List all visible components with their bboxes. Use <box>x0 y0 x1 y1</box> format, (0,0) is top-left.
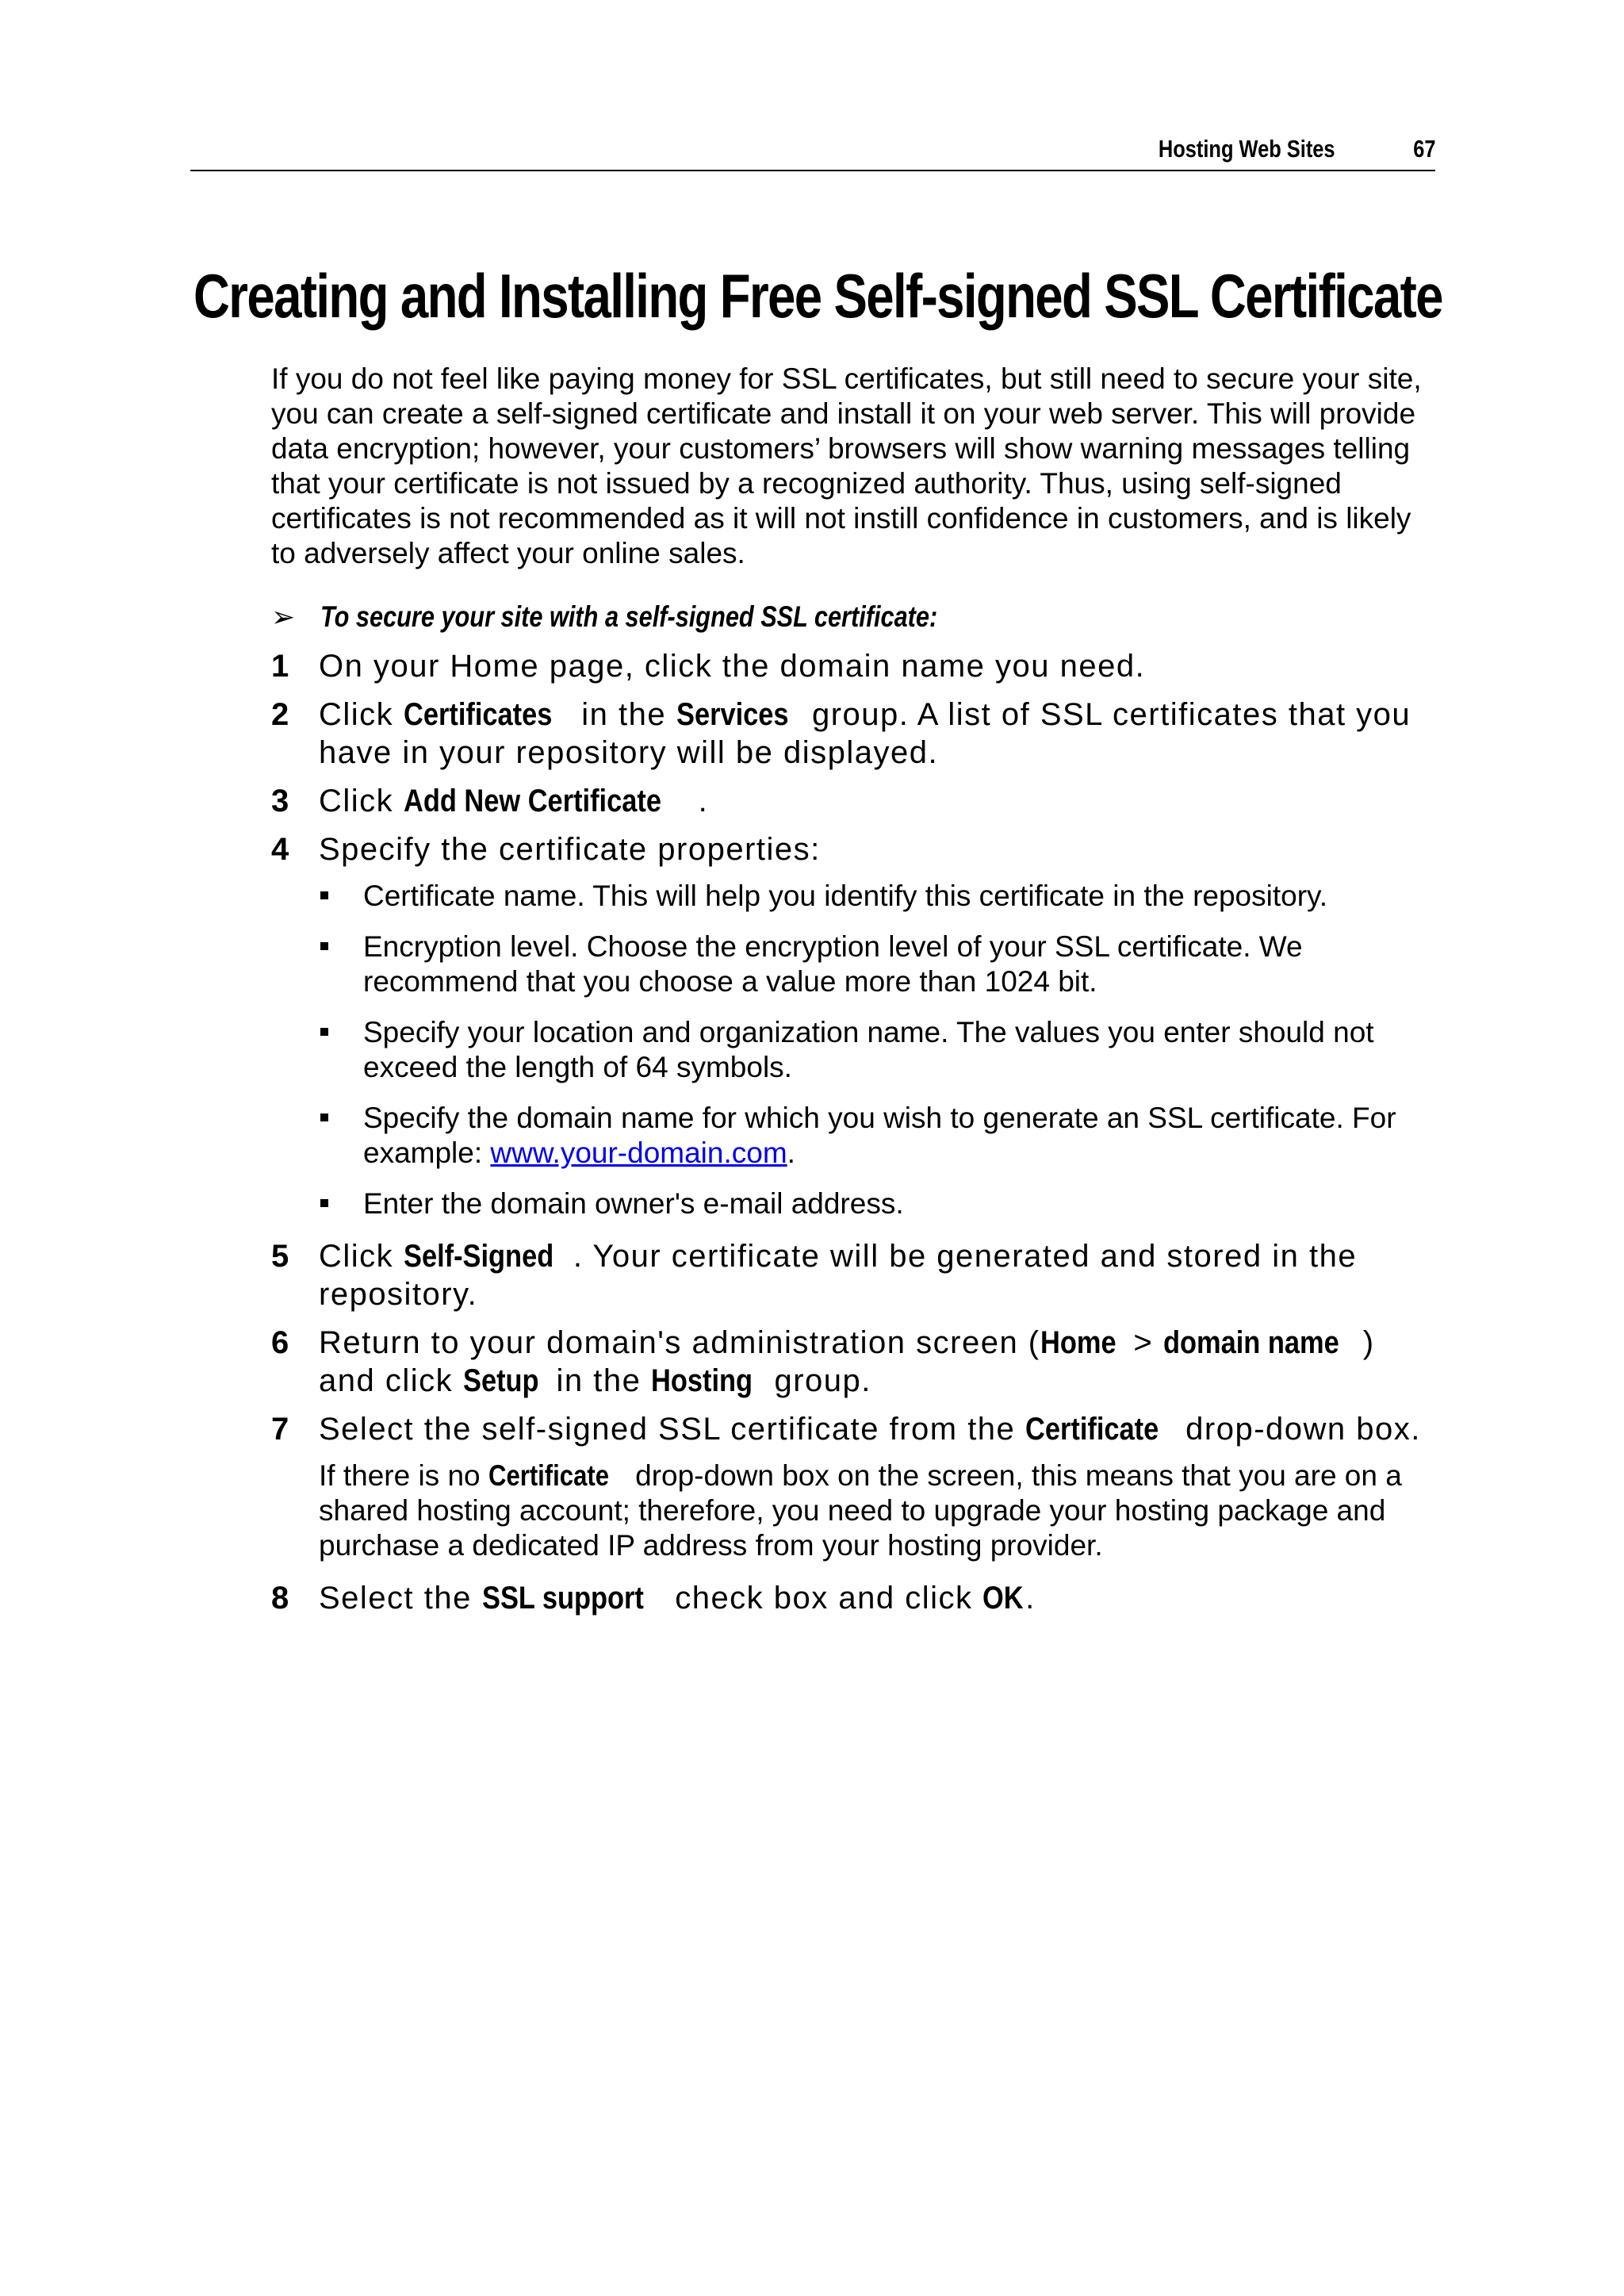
step-text: > <box>1123 1325 1163 1360</box>
step-4 <box>271 830 1429 868</box>
ui-term-hosting: Hosting <box>650 1363 753 1398</box>
certificate-properties-list <box>271 879 1429 1221</box>
step-number: 3 <box>271 784 289 818</box>
step-text: Select the <box>319 1581 482 1616</box>
step-5 <box>271 1237 1429 1313</box>
ui-term-certificate: Certificate <box>488 1459 609 1492</box>
list-item-text: Specify the domain name for which you wish to generate an SSL certificate. For example: <box>363 1102 1396 1169</box>
step-number: 8 <box>271 1581 289 1616</box>
step-text: Return to your domain's administration screen ( <box>319 1325 1040 1360</box>
step-number: 6 <box>271 1325 289 1360</box>
step-3 <box>271 782 1429 820</box>
list-item <box>271 1015 1429 1085</box>
header-page-number: 67 <box>1412 135 1435 163</box>
ui-term-domain-name: domain name <box>1162 1325 1339 1360</box>
step-text: Click <box>319 1239 404 1274</box>
header-section-title: Hosting Web Sites <box>1159 135 1335 163</box>
list-item <box>271 1186 1429 1221</box>
note-text: If there is no <box>319 1459 488 1492</box>
step-text: Select the self-signed SSL certificate from the <box>319 1412 1025 1447</box>
page-title: Creating and Installing Free Self-signed SSL Certificate <box>193 261 1442 331</box>
list-item-text: . <box>787 1137 795 1169</box>
ui-term-self-signed: Self-Signed <box>403 1239 554 1274</box>
step-text: Click <box>319 784 404 818</box>
list-item-text: Specify your location and organization name. The values you enter should not exceed the length of 64 symbols. <box>363 1016 1374 1083</box>
step-7 <box>271 1410 1429 1448</box>
step-1 <box>271 647 1429 685</box>
square-bullet-icon <box>320 1114 328 1121</box>
ui-term-setup: Setup <box>462 1363 539 1398</box>
ui-term-services: Services <box>676 697 789 732</box>
step-7-note <box>271 1458 1429 1563</box>
note-text: drop-down box on the screen, this means that you are on a shared hosting account; therefore, you need to upgrade your hosting package and purchase a dedicated IP address from your hosting provider. <box>319 1459 1402 1562</box>
step-number: 1 <box>271 649 289 684</box>
procedure-heading-text: To secure your site with a self-signed SSL certificate: <box>320 600 938 633</box>
list-item <box>271 930 1429 999</box>
square-bullet-icon <box>320 1028 328 1036</box>
step-text: . <box>1025 1581 1036 1616</box>
list-item <box>271 1101 1429 1171</box>
main-content <box>271 362 1429 1627</box>
ui-term-ok: OK <box>982 1581 1024 1616</box>
step-number: 4 <box>271 832 289 867</box>
square-bullet-icon <box>320 1199 328 1207</box>
ui-term-ssl-support: SSL support <box>481 1581 644 1616</box>
page-header <box>190 135 1435 171</box>
step-text: group. <box>764 1363 871 1398</box>
step-text: Click <box>319 697 404 732</box>
ui-term-certificate: Certificate <box>1025 1412 1159 1447</box>
procedure-heading <box>271 600 1429 634</box>
square-bullet-icon <box>320 891 328 899</box>
step-text: check box and click <box>665 1581 983 1616</box>
list-item-text: Enter the domain owner's e-mail address. <box>363 1187 904 1220</box>
step-text: Specify the certificate properties: <box>319 832 821 867</box>
list-item <box>271 879 1429 914</box>
step-number: 5 <box>271 1239 289 1274</box>
square-bullet-icon <box>320 942 328 950</box>
ui-term-home: Home <box>1040 1325 1116 1360</box>
list-item-text: Encryption level. Choose the encryption level of your SSL certificate. We recommend that you choose a value more than 1024 bit. <box>363 930 1303 998</box>
step-6 <box>271 1324 1429 1400</box>
intro-paragraph: If you do not feel like paying money for SSL certificates, but still need to secure your site, you can create a self-signed certificate and install it on your web server. This will provide data encryption; however, your customers’ browsers will show warning messages telling that your certificate is not issued by a recognized authority. Thus, using self-signed certificates is not recommended as it will not instill confidence in customers, and is likely to adversely affect your online sales. <box>271 362 1422 569</box>
example-domain-link[interactable]: www.your-domain.com <box>490 1137 787 1169</box>
list-item-text: Certificate name. This will help you identify this certificate in the repository. <box>363 880 1328 912</box>
step-text: . Your certificate will be generated and stored in the repository. <box>319 1239 1358 1312</box>
ui-term-certificates: Certificates <box>403 697 553 732</box>
step-text: On your Home page, click the domain name you need. <box>319 649 1146 684</box>
step-8 <box>271 1579 1429 1617</box>
step-text: ) and click <box>319 1325 1375 1398</box>
step-2 <box>271 696 1429 772</box>
arrow-bullet-icon: ➢ <box>271 600 296 633</box>
step-text: . <box>698 784 709 818</box>
step-text: group. A list of SSL certificates that you have in your repository will be displayed. <box>319 697 1411 770</box>
step-text: in the <box>546 1363 651 1398</box>
step-text: drop-down box. <box>1175 1412 1421 1447</box>
step-number: 2 <box>271 697 289 732</box>
ui-term-add-new-certificate: Add New Certificate <box>403 784 661 818</box>
step-text: in the <box>571 697 676 732</box>
step-number: 7 <box>271 1412 289 1447</box>
